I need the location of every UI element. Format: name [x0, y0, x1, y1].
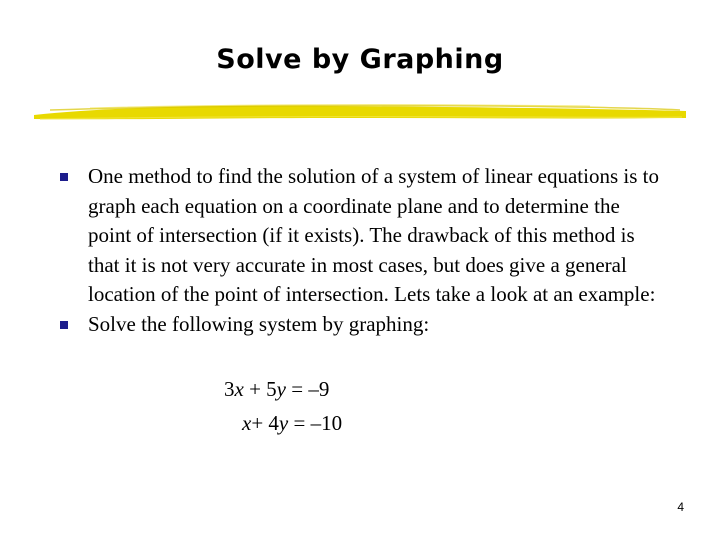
square-bullet-icon: [60, 321, 68, 329]
square-bullet-icon: [60, 173, 68, 181]
bullet-item: [58, 162, 668, 310]
bullet-text: Solve the following system by graphing:: [88, 311, 430, 336]
equation-1: 3x + 5y = –9: [224, 377, 330, 401]
title-underline-brushstroke: [30, 98, 690, 128]
bullet-list: [58, 162, 668, 339]
bullet-item: [58, 310, 668, 340]
slide-title: Solve by Graphing: [216, 44, 504, 75]
equation-2: x+ 4y = –10: [242, 411, 343, 435]
page-number: 4: [677, 500, 684, 514]
bullet-text: One method to find the solution of a system of linear equations is to graph each equation on a coordinate plane and to determine the point of intersection (if it exists). The drawback of this method is that it is not very accurate in most cases, but does give a general location of the point of intersection. Lets take a look at an example:: [88, 164, 659, 306]
